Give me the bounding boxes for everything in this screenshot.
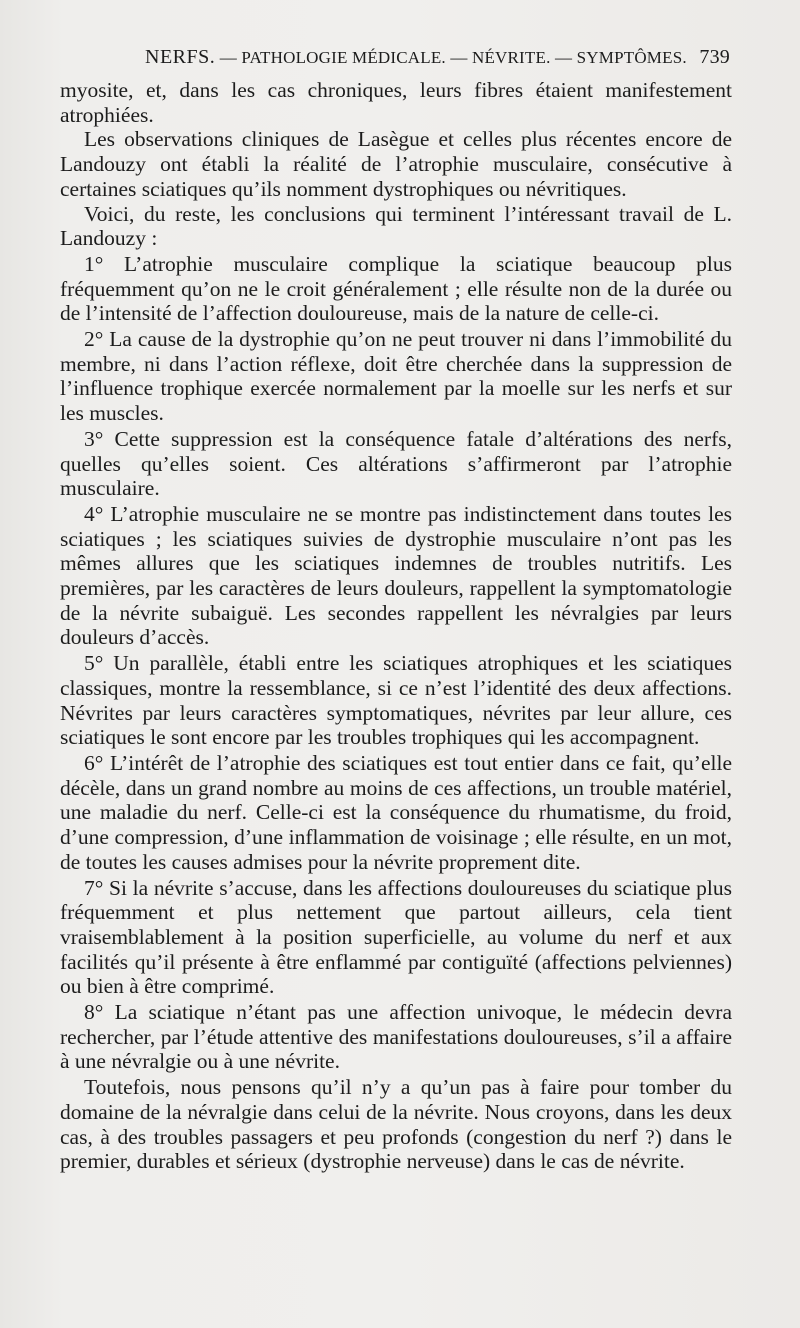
- paragraph: Voici, du reste, les conclusions qui terminent l’intéressant travail de L. Landouzy :: [60, 201, 732, 251]
- conclusion-item-7: 7° Si la névrite s’accuse, dans les affections douloureuses du sciatique plus fréquemment et plus nettement que partout ailleurs, cela tient vraisemblablement à la position superficielle, au volume du nerf et aux facilités qu’il présente à être enflammé par contiguïté (affections pelviennes) ou bien à être comprimé.: [60, 875, 732, 999]
- conclusion-item-2: 2° La cause de la dystrophie qu’on ne peut trouver ni dans l’immobilité du membre, ni dans l’action réflexe, doit être cherchée dans la suppression de l’influence trophique exercée normalement par la moelle sur les nerfs et sur les muscles.: [60, 327, 732, 426]
- page-number: 739: [699, 46, 730, 68]
- running-title-main: NERFS.: [145, 46, 216, 68]
- running-title: [145, 46, 687, 69]
- conclusion-item-8: 8° La sciatique n’étant pas une affection univoque, le médecin devra rechercher, par l’étude attentive des manifestations douloureuses, s’il a affaire à une névralgie ou à une névrite.: [60, 1000, 732, 1074]
- conclusion-item-3: 3° Cette suppression est la conséquence fatale d’altérations des nerfs, quelles qu’elles soient. Ces altérations s’affirmeront par l’atrophie musculaire.: [60, 426, 732, 501]
- conclusion-item-4: 4° L’atrophie musculaire ne se montre pas indistinctement dans toutes les sciatiques ; les sciatiques suivies de dystrophie musculaire n’ont pas les mêmes allures que les sciatiques indemnes de troubles nutritifs. Les premières, par les caractères de leurs douleurs, rappellent la symptomatologie de la névrite subaiguë. Les secondes rappellent les névralgies par leurs douleurs d’accès.: [60, 501, 732, 650]
- conclusion-item-5: 5° Un parallèle, établi entre les sciatiques atrophiques et les sciatiques classiques, montre la ressemblance, si ce n’est l’identité des deux affections. Névrites par leurs caractères symptomatiques, névrites par leur allure, ces sciatiques le sont encore par les troubles trophiques qui les accompagnent.: [60, 651, 732, 750]
- running-header: [145, 46, 730, 74]
- running-title-rest: — PATHOLOGIE MÉDICALE. — NÉVRITE. — SYMPTÔMES.: [215, 48, 687, 67]
- paragraph: Les observations cliniques de Lasègue et celles plus récentes encore de Landouzy ont établi la réalité de l’atrophie musculaire, consécutive à certaines sciatiques qu’ils nomment dystrophiques ou névritiques.: [60, 127, 732, 201]
- conclusion-item-6: 6° L’intérêt de l’atrophie des sciatiques est tout entier dans ce fait, qu’elle décèle, dans un grand nombre au moins de ces affections, un trouble matériel, une maladie du nerf. Celle-ci est la conséquence du rhumatisme, du froid, d’une compression, d’une inflammation de voisinage ; elle résulte, en un mot, de toutes les causes admises pour la névrite proprement dite.: [60, 750, 732, 874]
- conclusion-item-1: 1° L’atrophie musculaire complique la sciatique beaucoup plus fréquemment qu’on ne le croit généralement ; elle résulte non de la durée ou de l’intensité de l’affection douloureuse, mais de la nature de celle-ci.: [60, 251, 732, 326]
- paragraph: Toutefois, nous pensons qu’il n’y a qu’un pas à faire pour tomber du domaine de la névralgie dans celui de la névrite. Nous croyons, dans les deux cas, à des troubles passagers et peu profonds (congestion du nerf ?) dans le premier, durables et sérieux (dystrophie nerveuse) dans le cas de névrite.: [60, 1075, 732, 1174]
- body-text: [60, 78, 732, 1174]
- paragraph-continuation: myosite, et, dans les cas chroniques, leurs fibres étaient manifestement atrophiées.: [60, 78, 732, 127]
